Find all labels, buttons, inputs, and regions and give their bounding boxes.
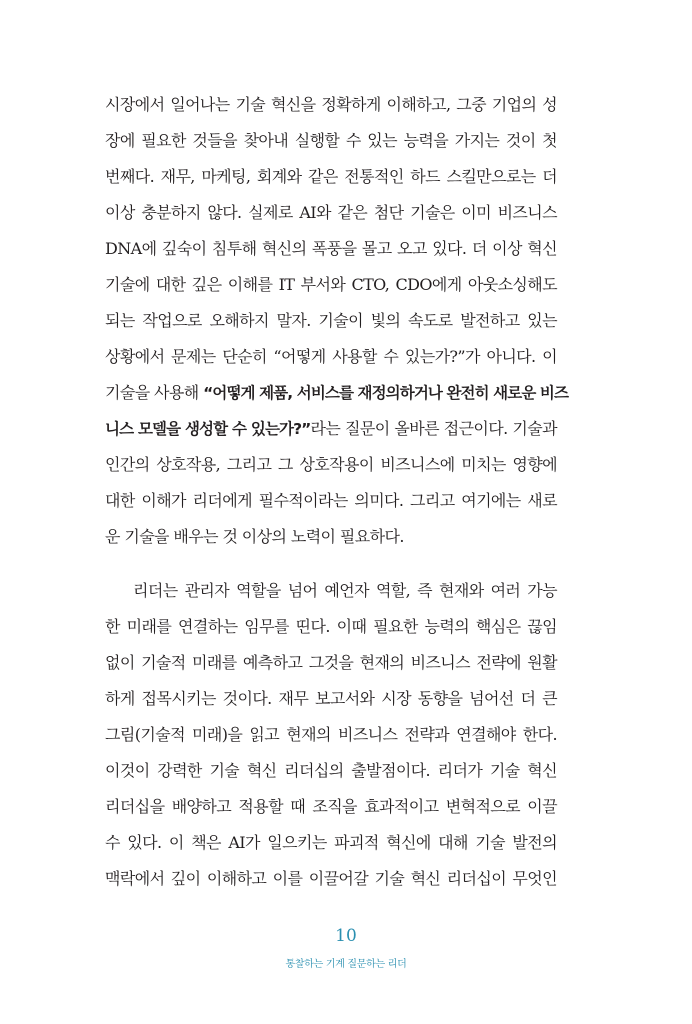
page-number: 10 <box>335 926 357 946</box>
paragraph-line: 그림(기술적 미래)을 읽고 현재의 비즈니스 전략과 연결해야 한다. <box>105 725 557 744</box>
emphasized-question-end: 니스 모델을 생성할 수 있는가?” <box>105 420 311 438</box>
paragraph-line: 번째다. 재무, 마케팅, 회계와 같은 전통적인 하드 스킬만으로는 더 <box>105 167 557 186</box>
running-title: 통찰하는 기계 질문하는 리더 <box>285 959 407 970</box>
paragraph-line-with-emphasis <box>105 411 557 447</box>
paragraph-line: 기술에 대한 깊은 이해를 IT 부서와 CTO, CDO에게 아웃소싱해도 <box>105 275 557 294</box>
paragraph-line: 맥락에서 깊이 이해하고 이를 이끌어갈 기술 혁신 리더십이 무엇인 <box>105 869 557 888</box>
paragraph-last-line: 운 기술을 배우는 것 이상의 노력이 필요하다. <box>105 527 404 546</box>
paragraph-line: 되는 작업으로 오해하지 말자. 기술이 빛의 속도로 발전하고 있는 <box>105 311 557 330</box>
paragraph-line: 이상 충분하지 않다. 실제로 AI와 같은 첨단 기술은 이미 비즈니스 <box>105 203 557 222</box>
emphasized-question: “어떻게 제품, 서비스를 재정의하거나 완전히 새로운 비즈 <box>203 384 569 402</box>
paragraph-line: 상황에서 문제는 단순히 “어떻게 사용할 수 있는가?”가 아니다. 이 <box>105 347 557 366</box>
paragraph-line-with-emphasis <box>105 375 569 411</box>
paragraph-line: 한 미래를 연결하는 임무를 띤다. 이때 필요한 능력의 핵심은 끊임 <box>105 617 557 636</box>
paragraph-line: 인간의 상호작용, 그리고 그 상호작용이 비즈니스에 미치는 영향에 <box>105 455 557 474</box>
body-paragraph-1 <box>105 87 569 555</box>
line-suffix: 라는 질문이 올바른 접근이다. 기술과 <box>310 419 557 438</box>
body-paragraph-2 <box>105 573 557 897</box>
line-prefix: 기술을 사용해 <box>105 383 204 402</box>
paragraph-line: 대한 이해가 리더에게 필수적이라는 의미다. 그리고 여기에는 새로 <box>105 491 557 510</box>
paragraph-line: 리더십을 배양하고 적용할 때 조직을 효과적이고 변혁적으로 이끌 <box>105 797 557 816</box>
paragraph-line: 장에 필요한 것들을 찾아내 실행할 수 있는 능력을 가지는 것이 첫 <box>105 131 557 150</box>
paragraph-line: 하게 접목시키는 것이다. 재무 보고서와 시장 동향을 넘어선 더 큰 <box>105 689 557 708</box>
paragraph-line: 수 있다. 이 책은 AI가 일으키는 파괴적 혁신에 대해 기술 발전의 <box>105 833 557 852</box>
paragraph-line: 이것이 강력한 기술 혁신 리더십의 출발점이다. 리더가 기술 혁신 <box>105 761 557 780</box>
paragraph-line: DNA에 깊숙이 침투해 혁신의 폭풍을 몰고 오고 있다. 더 이상 혁신 <box>105 239 557 258</box>
paragraph-first-line: 리더는 관리자 역할을 넘어 예언자 역할, 즉 현재와 여러 가능 <box>133 581 557 600</box>
paragraph-line: 시장에서 일어나는 기술 혁신을 정확하게 이해하고, 그중 기업의 성 <box>105 95 557 114</box>
paragraph-line: 없이 기술적 미래를 예측하고 그것을 현재의 비즈니스 전략에 원활 <box>105 653 557 672</box>
